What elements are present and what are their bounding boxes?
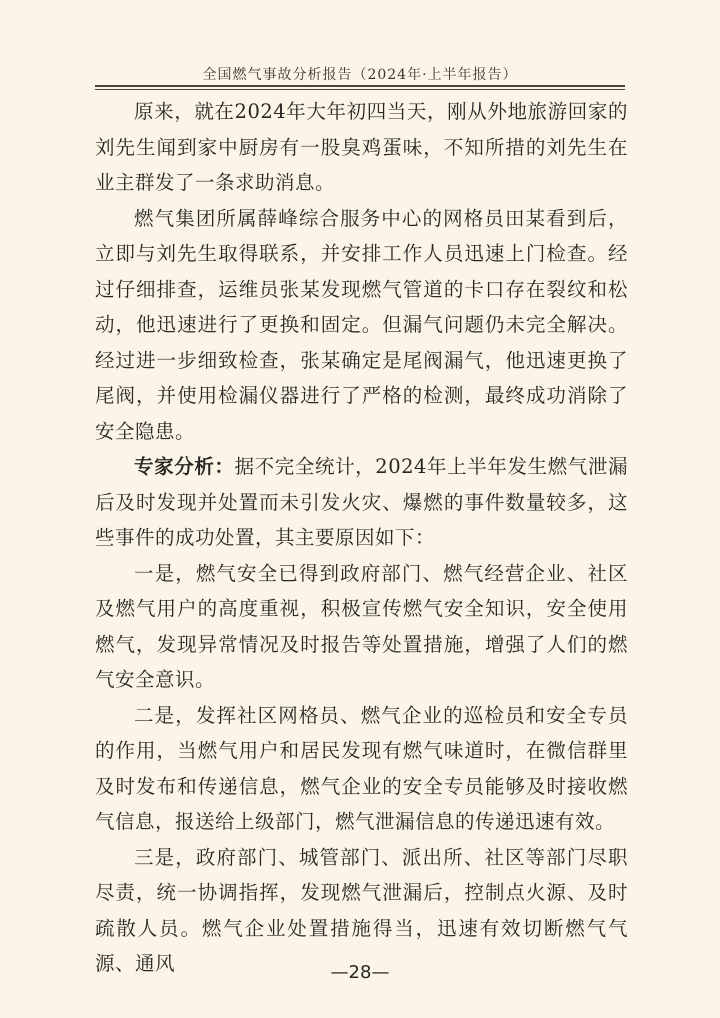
- body-text: [95, 94, 628, 982]
- paragraph-text: 三是，政府部门、城管部门、派出所、社区等部门尽职尽责，统一协调指挥，发现燃气泄漏后，控制点火源、及时疏散人员。燃气企业处置措施得当，迅速有效切断燃气气源、通风: [95, 845, 628, 975]
- paragraph-text: 燃气集团所属薛峰综合服务中心的网格员田某看到后，立即与刘先生取得联系，并安排工作人员迅速上门检查。经过仔细排查，运维员张某发现燃气管道的卡口存在裂纹和松动，他迅速进行了更换和固定。但漏气问题仍未完全解决。经过进一步细致检查，张某确定是尾阀漏气，他迅速更换了尾阀，并使用检漏仪器进行了严格的检测，最终成功消除了安全隐患。: [95, 206, 628, 443]
- page-number: —28—: [330, 962, 390, 983]
- paragraph-6: [95, 840, 628, 982]
- paragraph-2: [95, 201, 628, 450]
- paragraph-text: 一是，燃气安全已得到政府部门、燃气经营企业、社区及燃气用户的高度重视，积极宣传燃气安全知识，安全使用燃气，发现异常情况及时报告等处置措施，增强了人们的燃气安全意识。: [95, 561, 628, 691]
- paragraph-3-expert-analysis: [95, 449, 628, 556]
- paragraph-text: 原来，就在2024年大年初四当天，刚从外地旅游回家的刘先生闻到家中厨房有一股臭鸡蛋味，不知所措的刘先生在业主群发了一条求助消息。: [95, 100, 628, 194]
- paragraph-1: [95, 94, 628, 201]
- paragraph-text: 据不完全统计，2024年上半年发生燃气泄漏后及时发现并处置而未引发火灾、爆燃的事件数量较多，这些事件的成功处置，其主要原因如下：: [95, 455, 628, 549]
- paragraph-text: 二是，发挥社区网格员、燃气企业的巡检员和安全专员的作用，当燃气用户和居民发现有燃气味道时，在微信群里及时发布和传递信息，燃气企业的安全专员能够及时接收燃气信息，报送给上级部门，燃气泄漏信息的传递迅速有效。: [95, 703, 628, 833]
- header-rule-thin: [95, 89, 625, 90]
- paragraph-lead: 专家分析：: [134, 455, 235, 478]
- paragraph-4: [95, 556, 628, 698]
- paragraph-5: [95, 698, 628, 840]
- running-header: 全国燃气事故分析报告（2024年·上半年报告）: [202, 67, 518, 83]
- header-rule-thick: [95, 85, 625, 87]
